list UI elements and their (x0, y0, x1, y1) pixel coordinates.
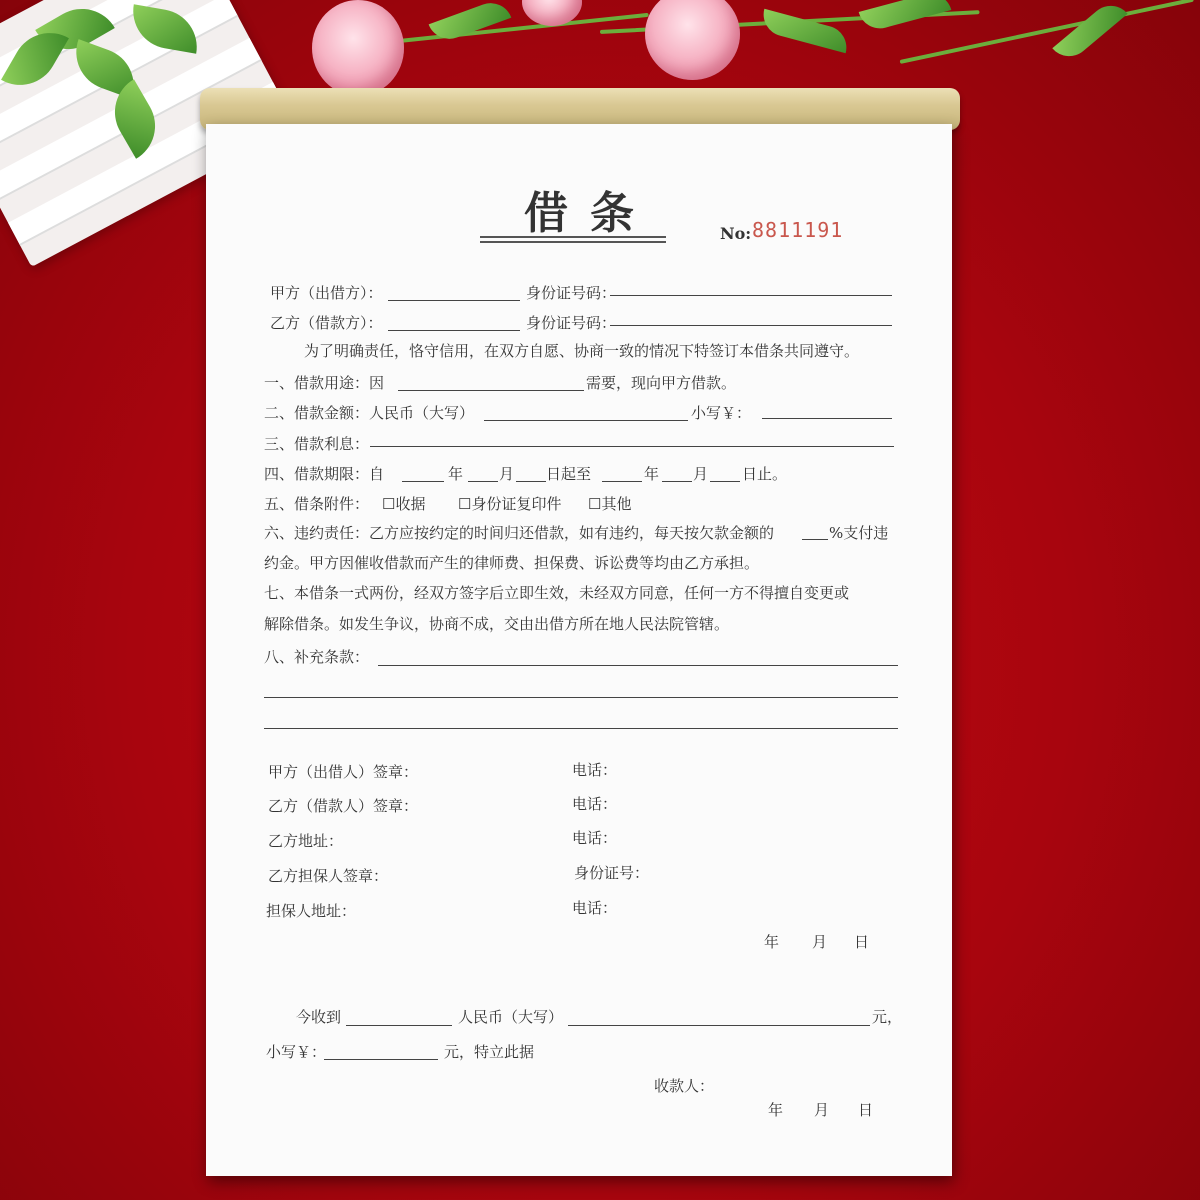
guarantor-address-label: 担保人地址： (266, 902, 357, 920)
fill-line (468, 481, 498, 482)
clause-4-month2: 月 (693, 465, 709, 483)
phone-label: 电话： (572, 899, 618, 917)
fill-line (402, 481, 444, 482)
fill-line (324, 1059, 438, 1060)
fill-line (484, 420, 688, 421)
attachment-id-copy-checkbox[interactable]: ☐身份证复印件 (458, 495, 562, 513)
clause-4-day-to: 日止。 (742, 465, 788, 483)
title-underline (480, 241, 666, 243)
id-label: 身份证号码： (526, 314, 617, 332)
date2-month: 月 (814, 1101, 830, 1119)
clause-1-start: 一、借款用途：因 (264, 374, 385, 392)
fill-line (264, 697, 898, 698)
fill-line (388, 300, 520, 301)
loan-note-form (206, 124, 952, 1176)
payee-label: 收款人： (654, 1077, 715, 1095)
document-title: 借条 (524, 188, 656, 239)
lender-label: 甲方（出借方）： (270, 284, 383, 302)
preamble: 为了明确责任，恪守信用，在双方自愿、协商一致的情况下特签订本借条共同遵守。 (304, 342, 860, 360)
borrower-address-label: 乙方地址： (268, 832, 344, 850)
receipt-yuan: 元， (872, 1008, 903, 1026)
fill-line (602, 481, 642, 482)
borrower-label: 乙方（借款方）： (270, 314, 383, 332)
fill-line (568, 1025, 870, 1026)
clause-6-line-1: 六、违约责任：乙方应按约定的时间归还借款，如有违约，每天按欠款金额的 (264, 524, 775, 542)
fill-line (516, 481, 546, 482)
receipt-rmb-label: 人民币（大写） (458, 1008, 564, 1026)
pink-rose (312, 0, 404, 96)
attachment-other-checkbox[interactable]: ☐其他 (588, 495, 632, 513)
id-number-label: 身份证号： (574, 864, 650, 882)
fill-line (610, 325, 892, 326)
fill-line (662, 481, 692, 482)
fill-line (802, 539, 828, 540)
clause-2-start: 二、借款金额：人民币（大写） (264, 404, 475, 422)
clause-4-day-from: 日起至 (546, 465, 592, 483)
serial-label: No: (720, 224, 752, 243)
date-year: 年 (764, 933, 780, 951)
attachment-receipt-checkbox[interactable]: ☐收据 (382, 495, 426, 513)
fill-line (610, 295, 892, 296)
borrower-signature-label: 乙方（借款人）签章： (268, 797, 419, 815)
clause-8: 八、补充条款： (264, 648, 370, 666)
fill-line (710, 481, 740, 482)
serial-number: 8811191 (752, 218, 844, 242)
phone-label: 电话： (572, 829, 618, 847)
fill-line (264, 728, 898, 729)
clause-7-line-2: 解除借条。如发生争议，协商不成，交由出借方所在地人民法院管辖。 (264, 615, 730, 633)
phone-label: 电话： (572, 795, 618, 813)
fill-line (378, 665, 898, 666)
clause-4-year2: 年 (644, 465, 660, 483)
lender-signature-label: 甲方（出借人）签章： (268, 763, 419, 781)
fill-line (762, 418, 892, 419)
clause-1-end: 需要，现向甲方借款。 (586, 374, 737, 392)
date2-day: 日 (858, 1101, 874, 1119)
clause-6-rate-end: %支付违 (829, 524, 889, 542)
clause-6-line-2: 约金。甲方因催收借款而产生的律师费、担保费、诉讼费等均由乙方承担。 (264, 554, 760, 572)
fill-line (398, 390, 584, 391)
receipt-end: 元，特立此据 (444, 1043, 535, 1061)
fill-line (346, 1025, 452, 1026)
date-month: 月 (812, 933, 828, 951)
clause-5: 五、借条附件： (264, 495, 370, 513)
clause-3: 三、借款利息： (264, 435, 370, 453)
clause-7-line-1: 七、本借条一式两份，经双方签字后立即生效，未经双方同意，任何一方不得擅自变更或 (264, 584, 850, 602)
title-underline (480, 236, 666, 238)
id-label: 身份证号码： (526, 284, 617, 302)
fill-line (388, 330, 520, 331)
clause-2-small: 小写￥： (691, 404, 752, 422)
clause-4-month: 月 (499, 465, 515, 483)
date-day: 日 (854, 933, 870, 951)
clause-4-year: 年 (448, 465, 464, 483)
clause-4-start: 四、借款期限：自 (264, 465, 385, 483)
receipt-received: 今收到 (296, 1008, 342, 1026)
guarantor-signature-label: 乙方担保人签章： (268, 867, 389, 885)
date2-year: 年 (768, 1101, 784, 1119)
receipt-small-label: 小写￥： (266, 1043, 327, 1061)
fill-line (370, 446, 894, 447)
phone-label: 电话： (572, 761, 618, 779)
